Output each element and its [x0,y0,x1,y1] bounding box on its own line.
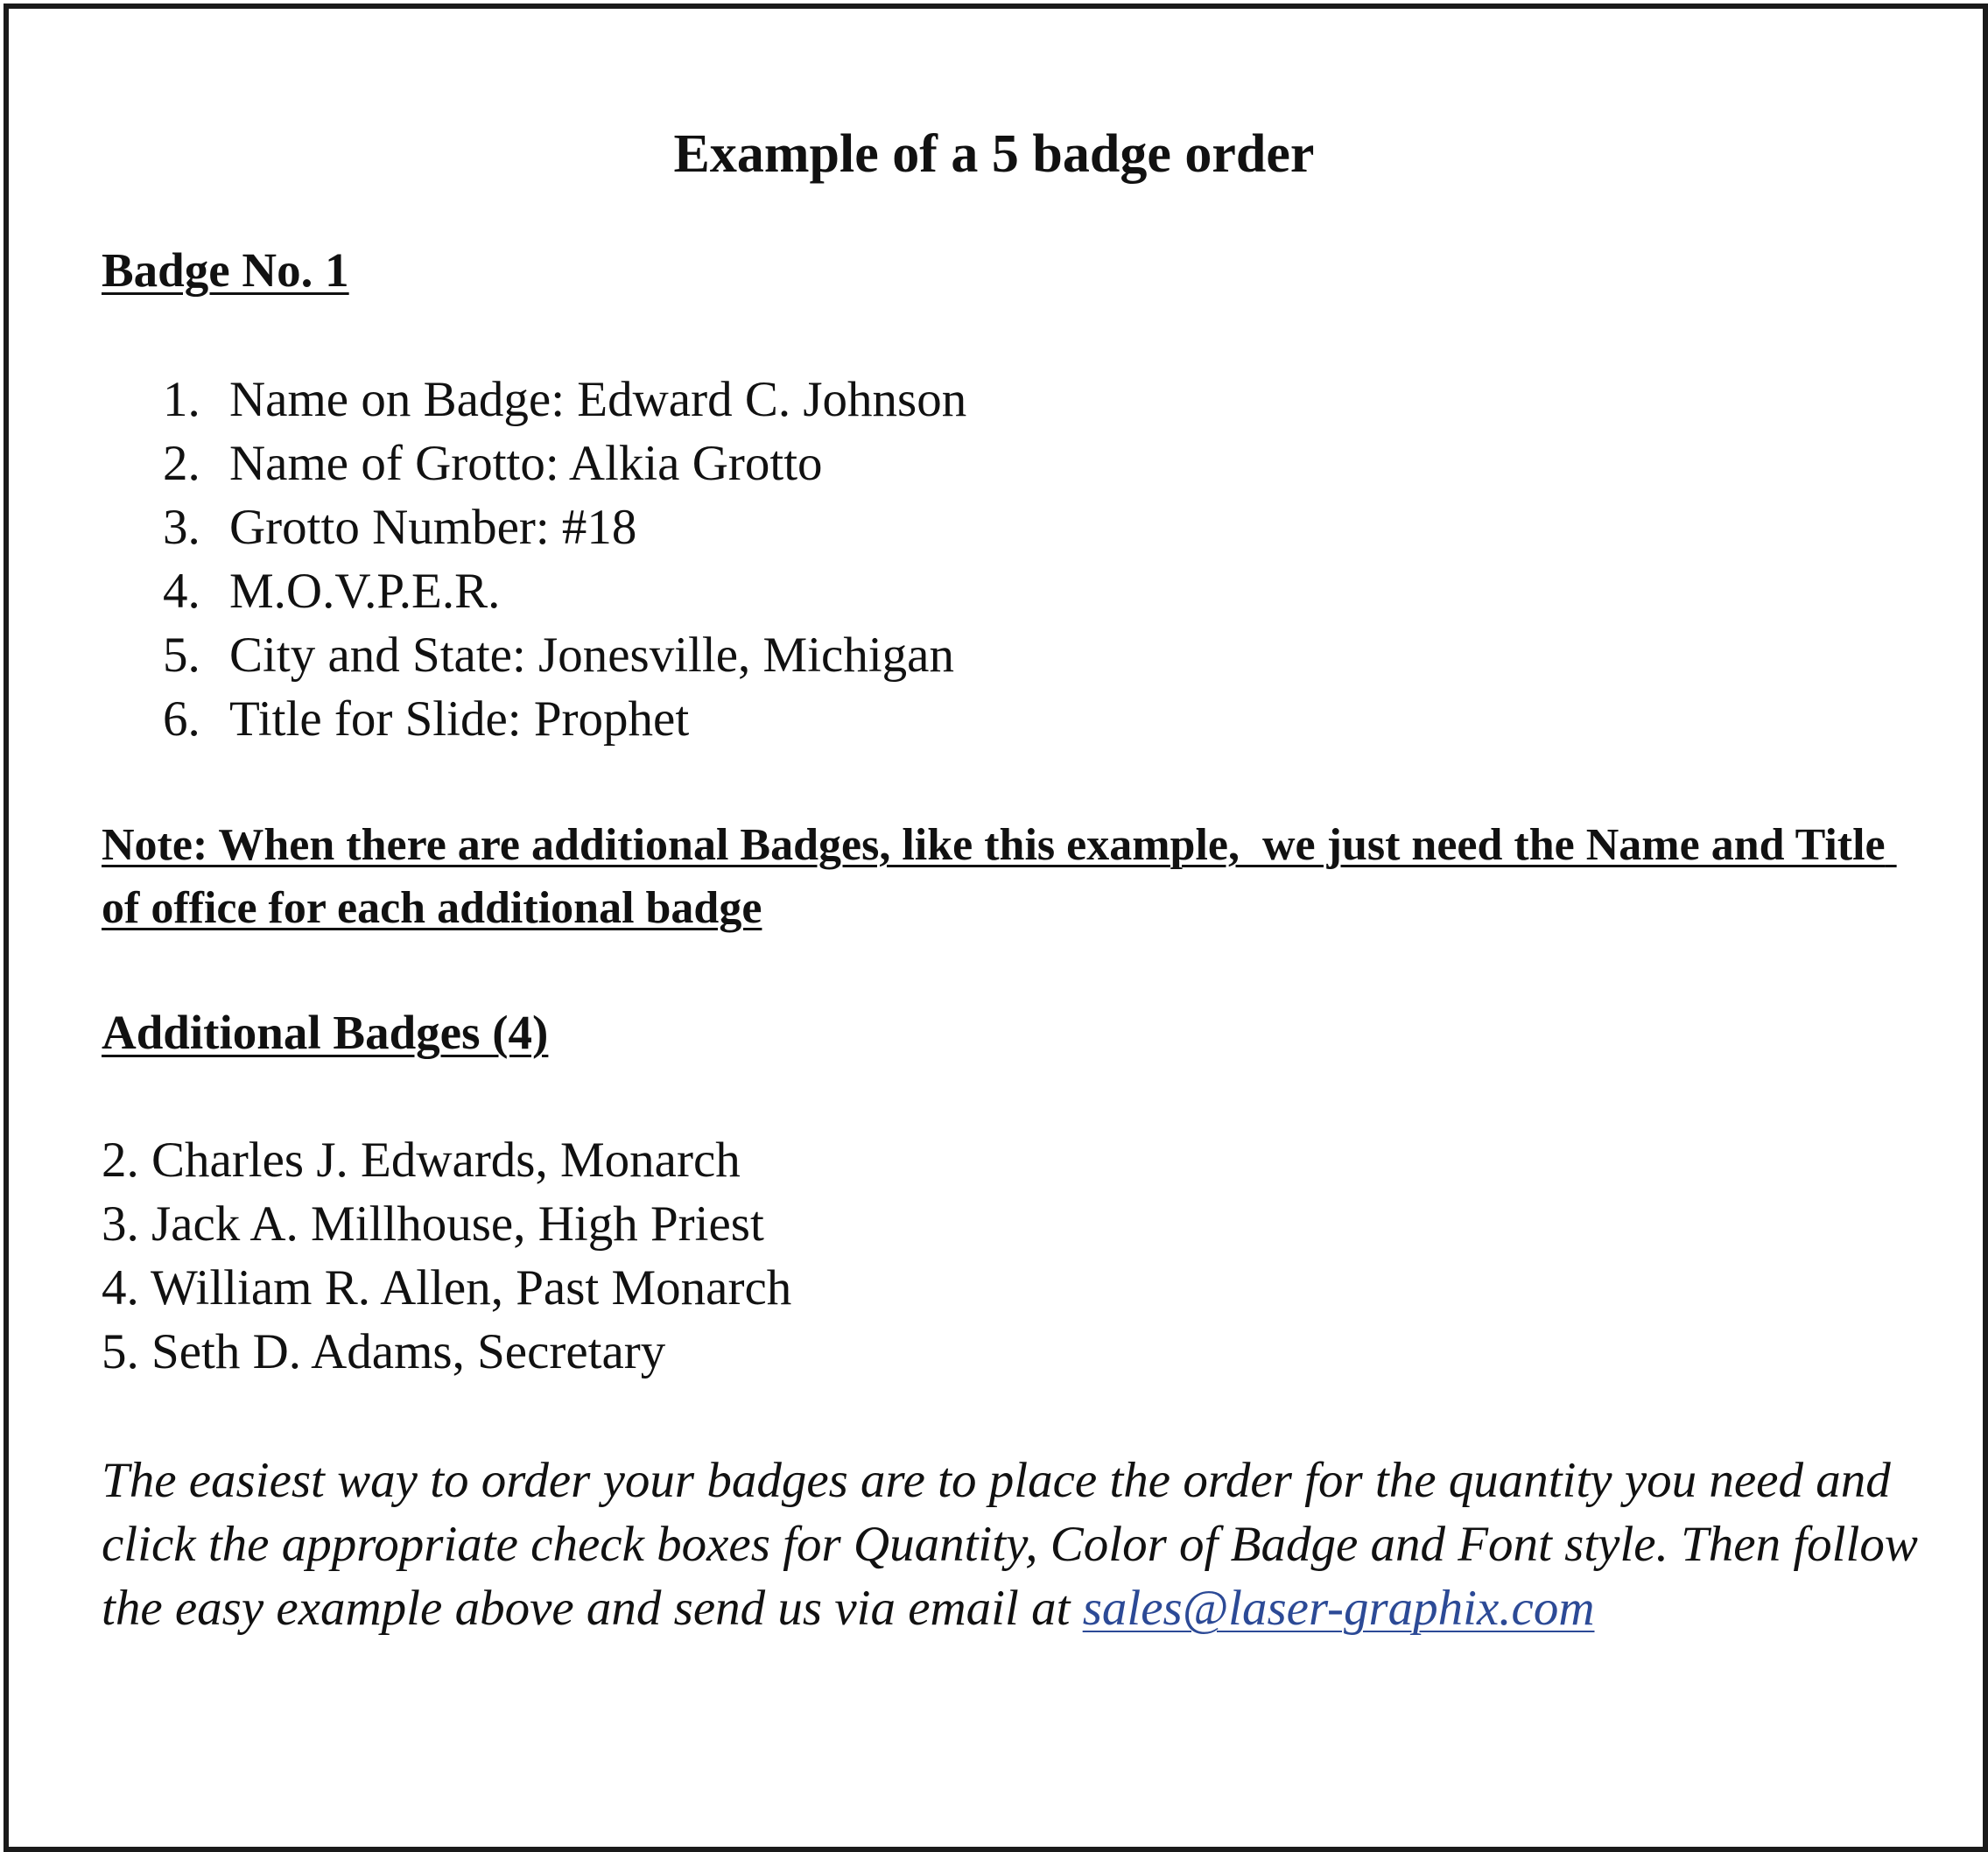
list-number: 1. [163,372,200,427]
ordering-instructions-text: The easiest way to order your badges are to place the order for the quantity you need and click the appropriate check boxes for Quantity, Color of Badge and Font style. Then follow the easy example above and send us via email at [102,1453,1918,1636]
list-text: Title for Slide: Prophet [229,691,690,747]
badge-one-details-list [163,368,966,751]
list-item [163,368,966,431]
list-number: 6. [163,691,200,747]
badge-one-heading: Badge No. 1 [102,243,349,297]
list-item [163,431,966,495]
list-text: City and State: Jonesville, Michigan [229,628,954,683]
list-item: 4. William R. Allen, Past Monarch [102,1260,792,1315]
sales-email-link[interactable]: sales@laser-graphix.com [1082,1581,1595,1636]
additional-badges-list [102,1128,791,1384]
list-item [163,495,966,559]
list-text: Name on Badge: Edward C. Johnson [229,372,967,427]
list-text: Grotto Number: #18 [229,500,637,555]
list-text: Name of Grotto: Alkia Grotto [229,436,823,491]
additional-badges-note: Note: When there are additional Badges, like this example, we just need the Name and Title of office for each additional badge [102,820,1897,933]
additional-badges-heading: Additional Badges (4) [102,1006,549,1059]
list-item: 2. Charles J. Edwards, Monarch [102,1133,741,1188]
list-number: 5. [163,628,200,683]
list-number: 2. [163,436,200,491]
list-item: 3. Jack A. Millhouse, High Priest [102,1196,764,1252]
page-title: Example of a 5 badge order [673,124,1315,184]
list-item: 5. Seth D. Adams, Secretary [102,1324,666,1379]
ordering-instructions [102,1449,1931,1640]
list-text: M.O.V.P.E.R. [229,564,501,619]
list-number: 3. [163,500,200,555]
list-number: 4. [163,564,200,619]
list-item [163,623,966,687]
list-item [163,687,966,751]
list-item [163,559,966,623]
